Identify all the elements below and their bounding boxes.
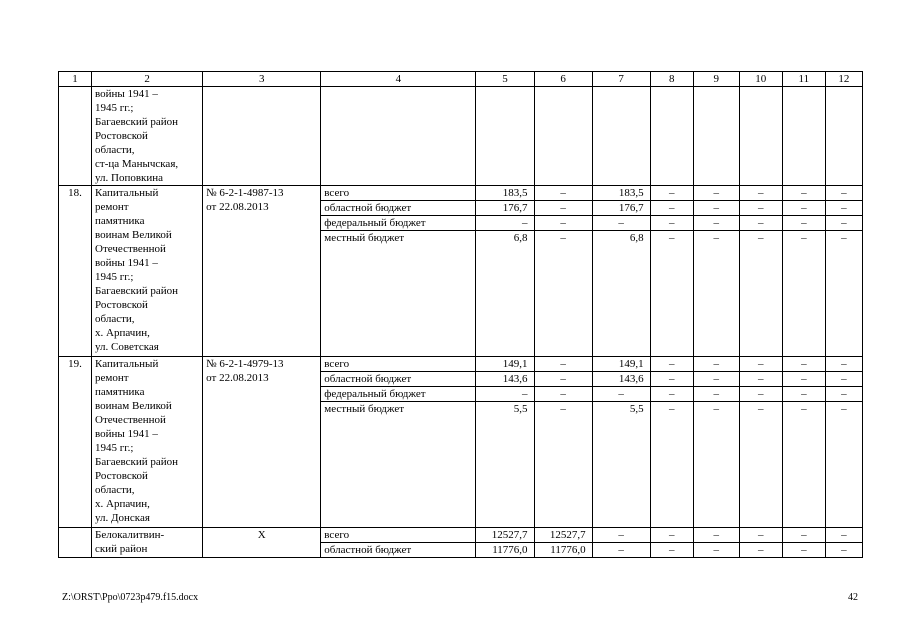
value-cell: – (693, 543, 739, 558)
value-cell: – (739, 528, 782, 543)
value-cell: – (534, 357, 592, 372)
value-cell: – (739, 387, 782, 402)
file-path: Z:\ORST\Ppo\0723p479.f15.docx (62, 592, 199, 603)
text-line: № 6-2-1-4987-13 (206, 187, 284, 199)
text-line: воинам Великой (95, 400, 172, 412)
source-cell: федеральный бюджет (321, 387, 476, 402)
text-line: Багаевский район (95, 116, 179, 128)
value-cell: – (534, 231, 592, 357)
name-cell (92, 186, 203, 357)
value-cell: – (592, 216, 650, 231)
value-cell: – (782, 402, 825, 528)
value-cell: – (650, 528, 693, 543)
text-line: ул. Донская (95, 512, 150, 524)
value-cell: – (693, 186, 739, 201)
value-cell: – (534, 402, 592, 528)
source-cell: местный бюджет (321, 402, 476, 528)
text-line: ремонт (95, 201, 129, 213)
text-line: Ростовской (95, 130, 148, 142)
empty-cell (739, 87, 782, 186)
value-cell: 143,6 (592, 372, 650, 387)
value-cell: – (739, 216, 782, 231)
value-cell: – (825, 402, 862, 528)
value-cell: – (782, 528, 825, 543)
header-cell: 1 (59, 72, 92, 87)
name-cell (92, 528, 203, 558)
value-cell: – (534, 216, 592, 231)
text-line: 1945 гг.; (95, 271, 134, 283)
value-cell: – (693, 528, 739, 543)
value-cell: – (650, 186, 693, 201)
value-cell: – (693, 231, 739, 357)
table-row (59, 528, 863, 543)
value-cell: – (825, 201, 862, 216)
value-cell: – (825, 372, 862, 387)
table-row (59, 186, 863, 201)
text-line: войны 1941 – (95, 88, 158, 100)
value-cell: – (592, 528, 650, 543)
value-cell: – (782, 186, 825, 201)
value-cell: – (739, 231, 782, 357)
text-line: Капитальный (95, 187, 159, 199)
header-cell: 10 (739, 72, 782, 87)
empty-cell (476, 87, 534, 186)
text-line: 1945 гг.; (95, 442, 134, 454)
text-line: х. Арпачин, (95, 327, 150, 339)
text-line: Ростовской (95, 299, 148, 311)
value-cell: – (476, 387, 534, 402)
value-cell: – (476, 216, 534, 231)
value-cell: – (534, 387, 592, 402)
header-cell: 4 (321, 72, 476, 87)
value-cell: – (825, 216, 862, 231)
value-cell: – (650, 543, 693, 558)
source-cell: местный бюджет (321, 231, 476, 357)
table-row (59, 87, 863, 186)
text-line: х. Арпачин, (95, 498, 150, 510)
text-line: 1945 гг.; (95, 102, 134, 114)
text-line: № 6-2-1-4979-13 (206, 358, 284, 370)
empty-cell (782, 87, 825, 186)
text-line: воинам Великой (95, 229, 172, 241)
value-cell: – (825, 543, 862, 558)
value-cell: 12527,7 (534, 528, 592, 543)
value-cell: 143,6 (476, 372, 534, 387)
value-cell: – (592, 387, 650, 402)
value-cell: – (650, 357, 693, 372)
num-cell (59, 87, 92, 186)
value-cell: – (592, 543, 650, 558)
value-cell: – (534, 372, 592, 387)
table-row (59, 357, 863, 372)
value-cell: – (739, 357, 782, 372)
text-line: Багаевский район (95, 456, 179, 468)
header-cell: 6 (534, 72, 592, 87)
value-cell: – (650, 216, 693, 231)
empty-cell (825, 87, 862, 186)
source-cell: областной бюджет (321, 543, 476, 558)
value-cell: 6,8 (592, 231, 650, 357)
header-cell: 2 (92, 72, 203, 87)
header-cell: 8 (650, 72, 693, 87)
text-line: памятника (95, 215, 145, 227)
source-cell: всего (321, 528, 476, 543)
value-cell: – (693, 216, 739, 231)
text-line: ул. Советская (95, 341, 159, 353)
value-cell: – (739, 402, 782, 528)
value-cell: – (825, 231, 862, 357)
value-cell: 149,1 (592, 357, 650, 372)
value-cell: 149,1 (476, 357, 534, 372)
header-row (59, 72, 863, 87)
text-line: Белокалитвин- (95, 529, 165, 541)
text-line: от 22.08.2013 (206, 372, 269, 384)
header-cell: 3 (203, 72, 321, 87)
value-cell: 6,8 (476, 231, 534, 357)
empty-cell (321, 87, 476, 186)
value-cell: 183,5 (476, 186, 534, 201)
text-line: войны 1941 – (95, 257, 158, 269)
text-line: Отечественной (95, 243, 166, 255)
source-cell: федеральный бюджет (321, 216, 476, 231)
text-line: от 22.08.2013 (206, 201, 269, 213)
value-cell: – (825, 528, 862, 543)
text-line: области, (95, 484, 135, 496)
empty-cell (650, 87, 693, 186)
text-line: ремонт (95, 372, 129, 384)
text-line: области, (95, 144, 135, 156)
value-cell: 183,5 (592, 186, 650, 201)
value-cell: – (782, 357, 825, 372)
value-cell: – (650, 231, 693, 357)
num-cell (59, 528, 92, 558)
value-cell: – (825, 387, 862, 402)
value-cell: – (782, 543, 825, 558)
row-number: 18. (59, 186, 92, 357)
page-number: 42 (848, 592, 858, 603)
value-cell: – (650, 372, 693, 387)
doc-cell (203, 357, 321, 528)
empty-cell (203, 87, 321, 186)
value-cell: – (782, 387, 825, 402)
doc-cell (203, 186, 321, 357)
value-cell: 5,5 (592, 402, 650, 528)
value-cell: – (693, 387, 739, 402)
value-cell: – (782, 231, 825, 357)
value-cell: 176,7 (592, 201, 650, 216)
value-cell: – (650, 402, 693, 528)
doc-cell: X (203, 528, 321, 558)
value-cell: – (693, 357, 739, 372)
value-cell: – (782, 372, 825, 387)
value-cell: 5,5 (476, 402, 534, 528)
empty-cell (693, 87, 739, 186)
value-cell: – (650, 387, 693, 402)
text-line: Отечественной (95, 414, 166, 426)
text-line: Капитальный (95, 358, 159, 370)
value-cell: – (739, 543, 782, 558)
source-cell: всего (321, 186, 476, 201)
source-cell: всего (321, 357, 476, 372)
value-cell: – (534, 201, 592, 216)
text-line: ст-ца Манычская, (95, 158, 179, 170)
value-cell: – (650, 201, 693, 216)
value-cell: – (782, 216, 825, 231)
table-body (59, 72, 863, 558)
value-cell: – (739, 372, 782, 387)
text-line: ский район (95, 543, 148, 555)
header-cell: 7 (592, 72, 650, 87)
value-cell: – (739, 186, 782, 201)
name-cell (92, 357, 203, 528)
value-cell: 11776,0 (476, 543, 534, 558)
value-cell: – (825, 186, 862, 201)
value-cell: – (782, 201, 825, 216)
header-cell: 12 (825, 72, 862, 87)
value-cell: – (739, 201, 782, 216)
empty-cell (534, 87, 592, 186)
text-line: ул. Поповкина (95, 172, 164, 184)
empty-cell (592, 87, 650, 186)
value-cell: – (693, 201, 739, 216)
header-cell: 5 (476, 72, 534, 87)
name-cell (92, 87, 203, 186)
value-cell: – (693, 372, 739, 387)
value-cell: 12527,7 (476, 528, 534, 543)
text-line: памятника (95, 386, 145, 398)
value-cell: – (825, 357, 862, 372)
header-cell: 11 (782, 72, 825, 87)
text-line: Ростовской (95, 470, 148, 482)
header-cell: 9 (693, 72, 739, 87)
budget-table (58, 71, 863, 558)
text-line: Багаевский район (95, 285, 179, 297)
source-cell: областной бюджет (321, 201, 476, 216)
value-cell: 176,7 (476, 201, 534, 216)
text-line: войны 1941 – (95, 428, 158, 440)
value-cell: – (693, 402, 739, 528)
value-cell: – (534, 186, 592, 201)
source-cell: областной бюджет (321, 372, 476, 387)
row-number: 19. (59, 357, 92, 528)
text-line: области, (95, 313, 135, 325)
value-cell: 11776,0 (534, 543, 592, 558)
